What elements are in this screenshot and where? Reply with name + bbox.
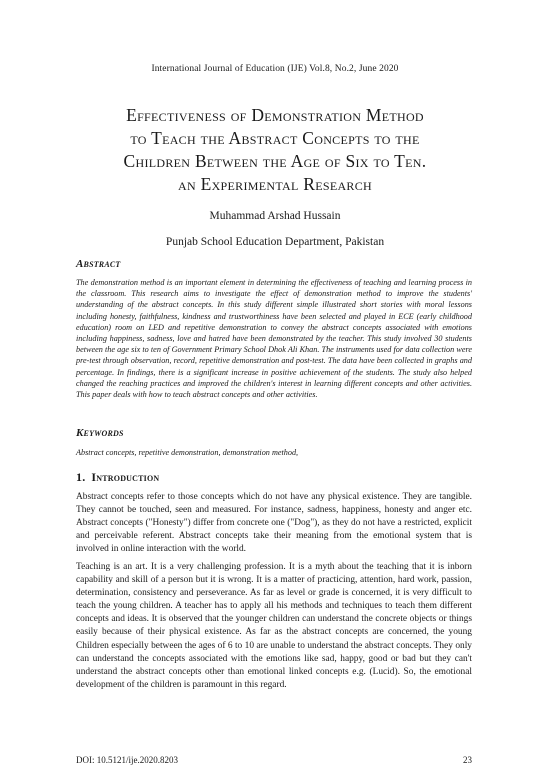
paper-title xyxy=(30,104,520,196)
intro-paragraph: Abstract concepts refer to those concepts which do not have any physical existence. They are tangible. They cannot be touched, seen and measured. For instance, sadness, happiness, honesty and anger etc. Abstract concepts ("Honesty") differ from concrete one ("Dog"), as they do not have a restricted, explicit and perceivable referent. Abstract concepts take their meaning from the emotional system that is involved in online interaction with the world. xyxy=(76,492,472,555)
abstract-heading: Abstract xyxy=(76,258,121,270)
title-line: an Experimental Research xyxy=(177,174,373,194)
section-title: Introduction xyxy=(91,470,160,484)
section-number: 1. xyxy=(76,470,86,484)
title-line: Children Between the Age of Six to Ten. xyxy=(123,151,427,171)
intro-paragraph: Teaching is an art. It is a very challenging profession. It is a myth about the teaching that it is inborn capability and skill of a person but it is wrong. It is a matter of practicing, attention, hard work, passion, determination, consistency and perseverance. As far as level or grade is concerned, it is very difficult to teach the young children. A teacher has to apply all his methods and techniques to teach them different concepts and ideas. It is observed that the younger children can understand the concrete objects or things easily because of their physical existence. As far as the abstract concepts are concerned, the young Children especially between the ages of 6 to 10 are unable to understand the abstract concepts. They only can understand the concepts associated with the emotions like sad, happy, good or bad but they can't understand the abstract concepts other than emotional linked concepts e.g. (Lucid). So, the emotional development of the children is paramount in this regard. xyxy=(76,562,472,690)
keywords-text: Abstract concepts, repetitive demonstration, demonstration method, xyxy=(76,448,299,457)
journal-header: International Journal of Education (IJE) Vol.8, No.2, June 2020 xyxy=(151,64,399,74)
abstract-text: The demonstration method is an important element in determining the effectiveness of teaching and learning process in the classroom. This research aims to investigate the effect of demonstration method to improve the students' understanding of the abstract concepts. In this study different simple illustrated short stories with moral lessons including honesty, faithfulness, kindness and trustworthiness have been selected and played in ECE (early childhood education) room on LED and repetitive demonstration to convey the abstract concepts associated with emotions including happiness, sadness, love and hatred have been demonstrated by the teacher. This study involved 30 students between the age six to ten of Government Primary School Dhok Ali Khan. The instruments used for data collection were pre-test through observation, record, repetitive demonstration and post-test. The data have been collected in graphs and percentage. In findings, there is a significant increase in positive achievement of the students. The study also helped changed the reaching practices and improved the children's interest in learning different concepts and other activities. This paper deals with how to teach abstract concepts and other activities. xyxy=(76,278,472,400)
author-name: Muhammad Arshad Hussain xyxy=(209,210,341,222)
page-number: 23 xyxy=(463,755,472,765)
keywords-heading: Keywords xyxy=(76,427,124,439)
footer-doi: DOI: 10.5121/ije.2020.8203 xyxy=(76,755,178,765)
title-line: Effectiveness of Demonstration Method xyxy=(126,105,424,125)
title-line: to Teach the Abstract Concepts to the xyxy=(130,128,420,148)
author-affiliation: Punjab School Education Department, Pakistan xyxy=(165,236,385,248)
introduction-heading xyxy=(76,470,159,485)
